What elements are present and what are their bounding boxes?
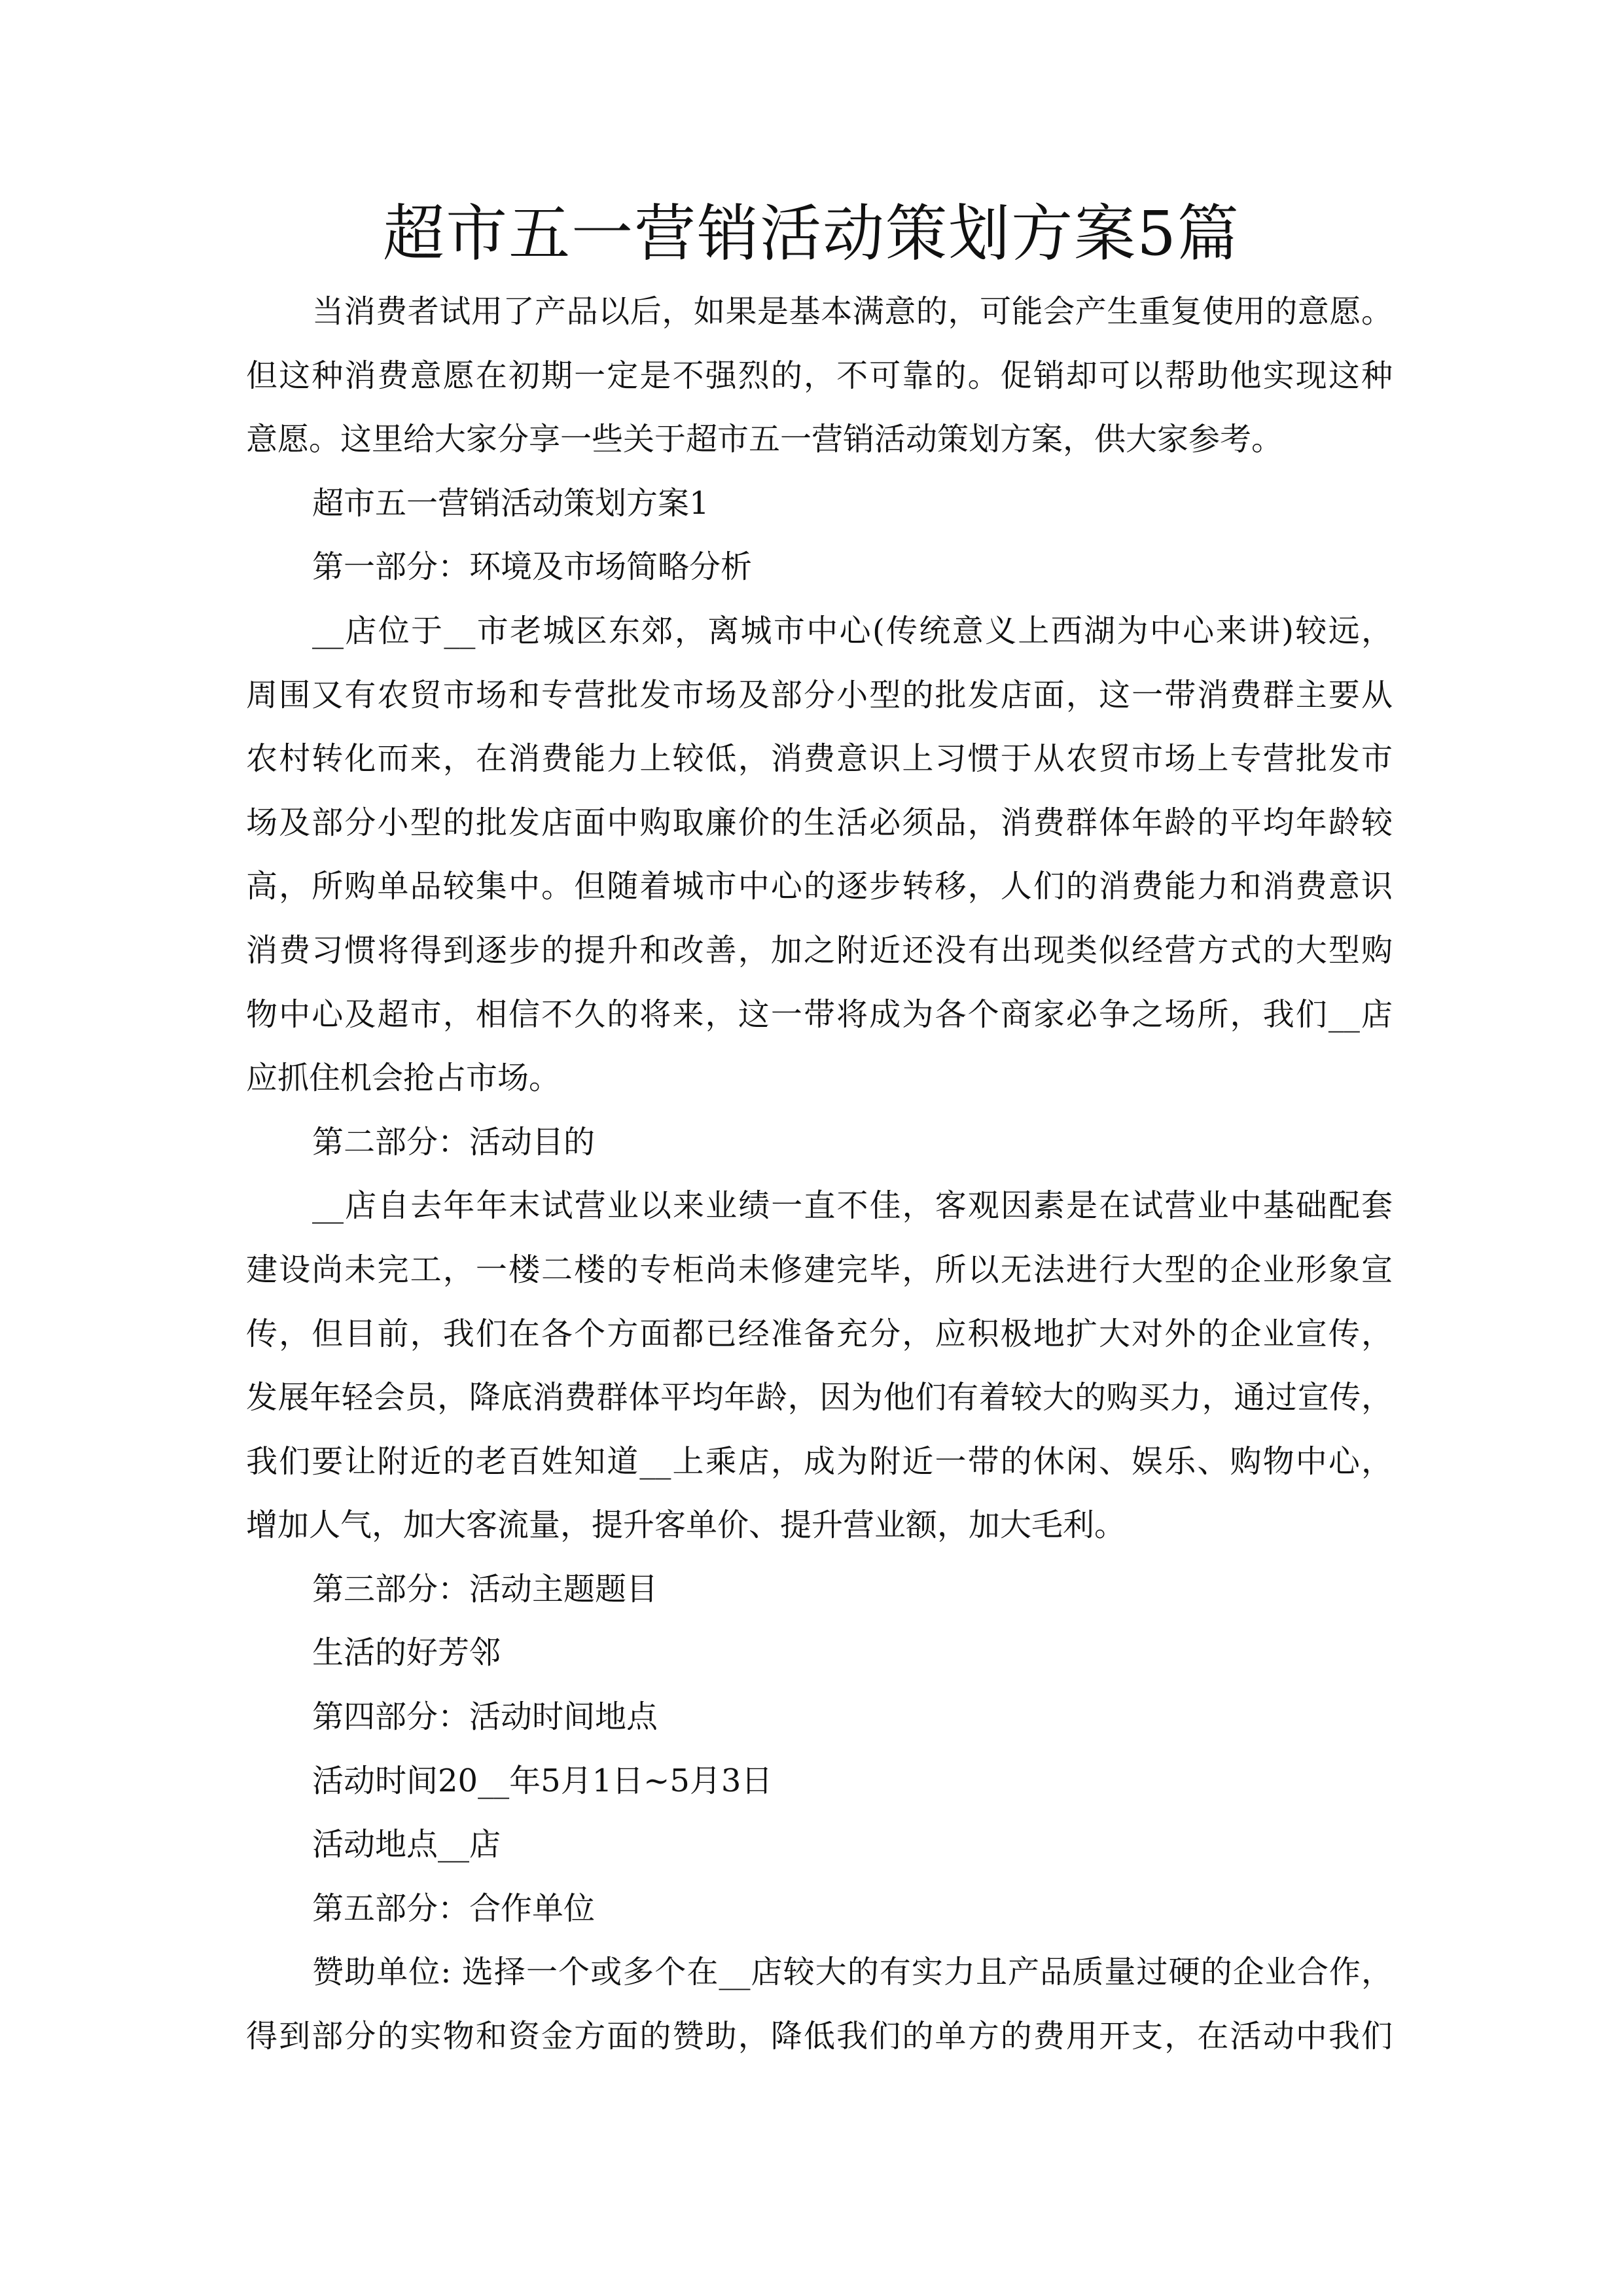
text-line: 周围又有农贸市场和专营批发市场及部分小型的批发店面，这一带消费群主要从 — [246, 676, 1393, 713]
paragraph — [246, 535, 1393, 600]
document-body — [246, 280, 1393, 2069]
text-line: 超市五一营销活动策划方案1 — [312, 484, 709, 522]
text-line: 物中心及超市，相信不久的将来，这一带将成为各个商家必争之场所，我们__店 — [246, 996, 1393, 1033]
paragraph — [246, 1174, 1393, 1558]
text-line: 传，但目前，我们在各个方面都已经准备充分，应积极地扩大对外的企业宣传， — [246, 1315, 1393, 1352]
text-line: 当消费者试用了产品以后，如果是基本满意的，可能会产生重复使用的意愿。 — [312, 293, 1393, 330]
text-line: 意愿。这里给大家分享一些关于超市五一营销活动策划方案，供大家参考。 — [246, 421, 1283, 458]
text-line: 增加人气，加大客流量，提升客单价、提升营业额，加大毛利。 — [246, 1507, 1126, 1544]
paragraph — [246, 1813, 1393, 1877]
paragraph — [246, 1877, 1393, 1941]
text-line: 活动时间20__年5月1日~5月3日 — [312, 1762, 773, 1799]
document-title: 超市五一营销活动策划方案5篇 — [383, 198, 1240, 270]
text-line: 应抓住机会抢占市场。 — [246, 1060, 561, 1097]
text-line: 第四部分：活动时间地点 — [312, 1698, 658, 1736]
paragraph — [246, 1111, 1393, 1175]
text-line: 消费习惯将得到逐步的提升和改善，加之附近还没有出现类似经营方式的大型购 — [246, 931, 1393, 969]
text-line: 农村转化而来，在消费能力上较低，消费意识上习惯于从农贸市场上专营批发市 — [246, 740, 1393, 778]
paragraph — [246, 1558, 1393, 1622]
text-line: 但这种消费意愿在初期一定是不强烈的，不可靠的。促销却可以帮助他实现这种 — [246, 357, 1393, 394]
text-line: 发展年轻会员，降底消费群体平均年龄，因为他们有着较大的购买力，通过宣传， — [246, 1379, 1393, 1416]
paragraph — [246, 1941, 1393, 2068]
text-line: 我们要让附近的老百姓知道__上乘店，成为附近一带的休闲、娱乐、购物中心， — [246, 1443, 1393, 1480]
text-line: 生活的好芳邻 — [312, 1634, 501, 1672]
text-line: __店位于__市老城区东郊，离城市中心(传统意义上西湖为中心来讲)较远， — [312, 612, 1393, 649]
text-line: 活动地点__店 — [312, 1826, 501, 1863]
text-line: 第三部分：活动主题题目 — [312, 1570, 658, 1607]
paragraph — [246, 280, 1393, 472]
text-line: 得到部分的实物和资金方面的赞助，降低我们的单方的费用开支，在活动中我们 — [246, 2018, 1393, 2055]
text-line: 场及部分小型的批发店面中购取廉价的生活必须品，消费群体年龄的平均年龄较 — [246, 804, 1393, 841]
paragraph — [246, 1621, 1393, 1685]
text-line: 第五部分：合作单位 — [312, 1890, 596, 1927]
text-line: 赞助单位: 选择一个或多个在__店较大的有实力且产品质量过硬的企业合作， — [312, 1954, 1393, 1991]
paragraph — [246, 1749, 1393, 1814]
paragraph — [246, 1685, 1393, 1749]
text-line: 高，所购单品较集中。但随着城市中心的逐步转移，人们的消费能力和消费意识 — [246, 868, 1393, 905]
text-line: 第一部分：环境及市场简略分析 — [312, 548, 753, 586]
text-line: 第二部分：活动目的 — [312, 1123, 596, 1160]
text-line: __店自去年年末试营业以来业绩一直不佳，客观因素是在试营业中基础配套 — [312, 1187, 1393, 1225]
paragraph — [246, 472, 1393, 536]
text-line: 建设尚未完工，一楼二楼的专柜尚未修建完毕，所以无法进行大型的企业形象宣 — [246, 1251, 1393, 1288]
paragraph — [246, 600, 1393, 1111]
